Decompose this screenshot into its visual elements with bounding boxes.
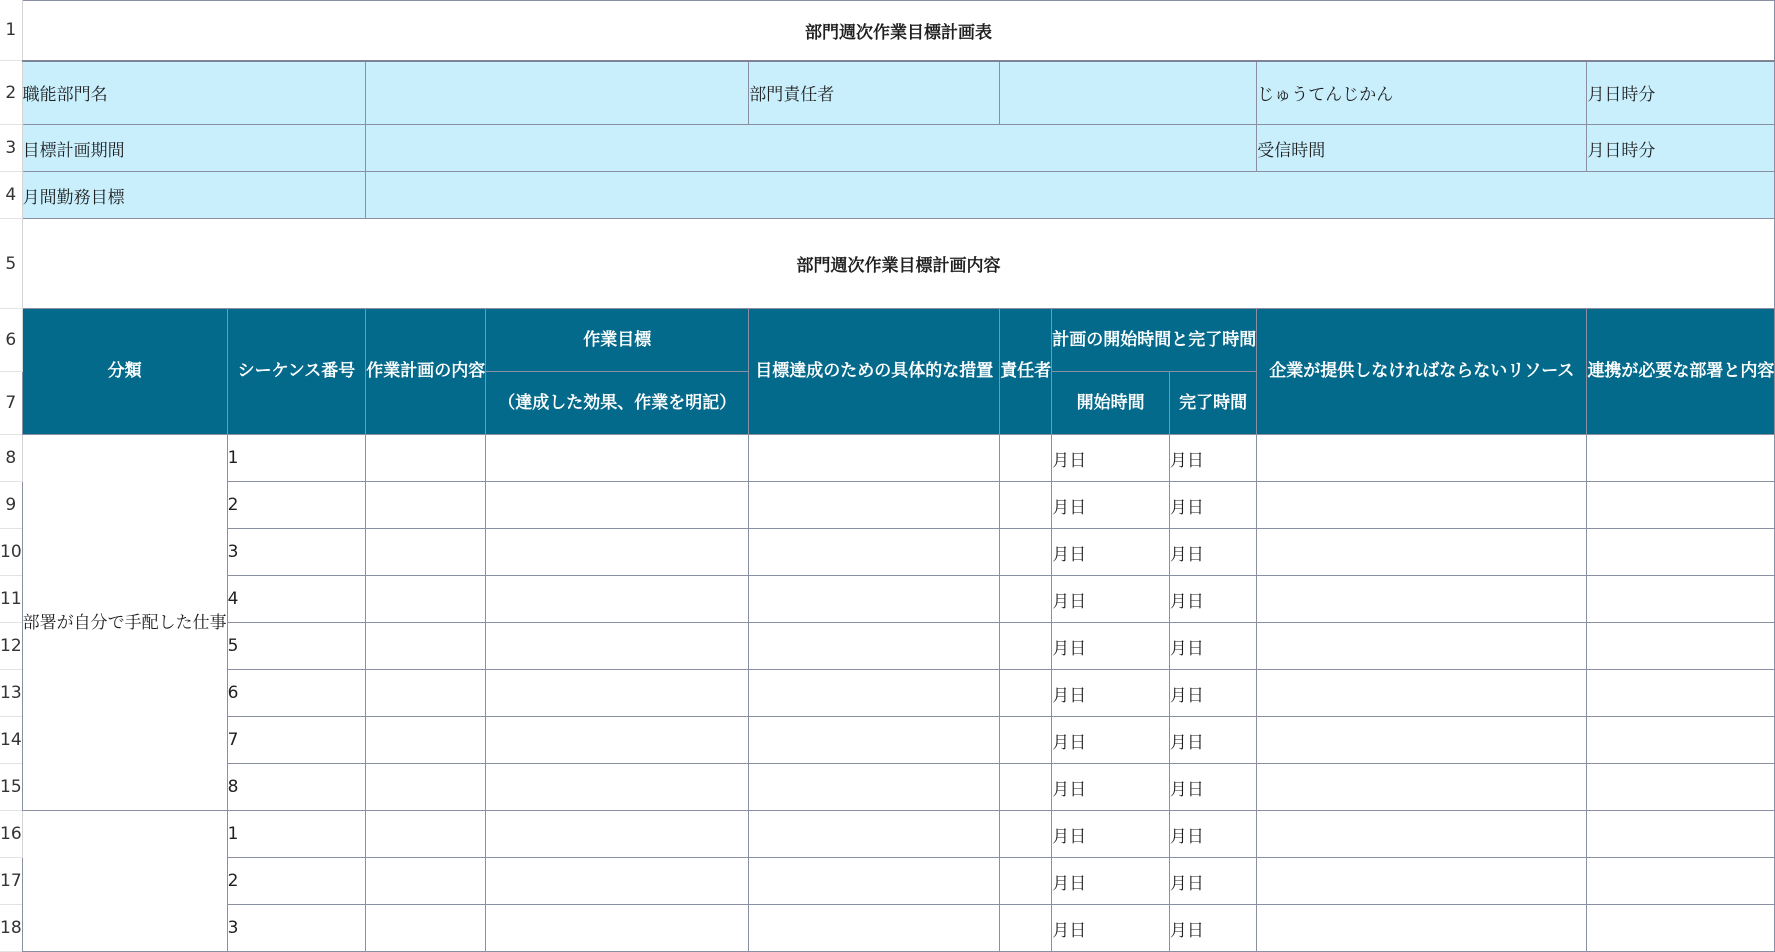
owner-cell[interactable] xyxy=(1000,764,1052,811)
row-number[interactable]: 9 xyxy=(0,482,22,529)
work-goal-cell[interactable] xyxy=(486,905,749,952)
owner-cell[interactable] xyxy=(1000,811,1052,858)
header-coordination[interactable]: 連携が必要な部署と内容 xyxy=(1587,309,1775,435)
owner-cell[interactable] xyxy=(1000,576,1052,623)
sequence-cell[interactable]: 3 xyxy=(227,905,366,952)
end-time-cell[interactable]: 月日 xyxy=(1169,576,1256,623)
header-schedule[interactable]: 計画の開始時間と完了時間 xyxy=(1052,309,1257,372)
row-number[interactable]: 15 xyxy=(0,764,22,811)
plan-content-cell[interactable] xyxy=(366,529,486,576)
header-end-time[interactable]: 完了時間 xyxy=(1169,372,1256,435)
plan-content-cell[interactable] xyxy=(366,905,486,952)
resources-cell[interactable] xyxy=(1257,811,1587,858)
end-time-cell[interactable]: 月日 xyxy=(1169,529,1256,576)
work-goal-cell[interactable] xyxy=(486,482,749,529)
start-time-cell[interactable]: 月日 xyxy=(1052,905,1170,952)
row-number[interactable]: 13 xyxy=(0,670,22,717)
coordination-cell[interactable] xyxy=(1587,858,1775,905)
sequence-cell[interactable]: 5 xyxy=(227,623,366,670)
category-cell[interactable] xyxy=(22,811,227,952)
owner-cell[interactable] xyxy=(1000,529,1052,576)
period-label[interactable]: 目標計画期間 xyxy=(22,125,366,172)
row-number[interactable]: 17 xyxy=(0,858,22,905)
sequence-cell[interactable]: 6 xyxy=(227,670,366,717)
resources-cell[interactable] xyxy=(1257,623,1587,670)
row-number[interactable]: 7 xyxy=(0,372,22,435)
end-time-cell[interactable]: 月日 xyxy=(1169,905,1256,952)
work-goal-cell[interactable] xyxy=(486,670,749,717)
sequence-cell[interactable]: 8 xyxy=(227,764,366,811)
row-number[interactable]: 10 xyxy=(0,529,22,576)
end-time-cell[interactable]: 月日 xyxy=(1169,435,1256,482)
start-time-cell[interactable]: 月日 xyxy=(1052,858,1170,905)
section-title[interactable]: 部門週次作業目標計画内容 xyxy=(22,219,1775,309)
end-time-cell[interactable]: 月日 xyxy=(1169,670,1256,717)
resources-cell[interactable] xyxy=(1257,482,1587,529)
sequence-cell[interactable]: 2 xyxy=(227,858,366,905)
owner-cell[interactable] xyxy=(1000,435,1052,482)
resources-cell[interactable] xyxy=(1257,717,1587,764)
resources-cell[interactable] xyxy=(1257,529,1587,576)
row-number[interactable]: 12 xyxy=(0,623,22,670)
end-time-cell[interactable]: 月日 xyxy=(1169,858,1256,905)
end-time-cell[interactable]: 月日 xyxy=(1169,717,1256,764)
resources-cell[interactable] xyxy=(1257,670,1587,717)
header-start-time[interactable]: 開始時間 xyxy=(1052,372,1170,435)
work-goal-cell[interactable] xyxy=(486,576,749,623)
end-time-cell[interactable]: 月日 xyxy=(1169,482,1256,529)
end-time-cell[interactable]: 月日 xyxy=(1169,764,1256,811)
coordination-cell[interactable] xyxy=(1587,717,1775,764)
category-cell[interactable]: 部署が自分で手配した仕事 xyxy=(22,435,227,811)
start-time-cell[interactable]: 月日 xyxy=(1052,764,1170,811)
row-number[interactable]: 2 xyxy=(0,61,22,125)
row-number[interactable]: 14 xyxy=(0,717,22,764)
measures-cell[interactable] xyxy=(749,670,1000,717)
coordination-cell[interactable] xyxy=(1587,623,1775,670)
coordination-cell[interactable] xyxy=(1587,905,1775,952)
coordination-cell[interactable] xyxy=(1587,670,1775,717)
fill-time-label[interactable]: じゅうてんじかん xyxy=(1257,61,1587,125)
sheet-title[interactable]: 部門週次作業目標計画表 xyxy=(22,1,1775,61)
work-goal-cell[interactable] xyxy=(486,529,749,576)
header-measures[interactable]: 目標達成のための具体的な措置 xyxy=(749,309,1000,435)
header-work-goal[interactable]: 作業目標 xyxy=(486,309,749,372)
sequence-cell[interactable]: 2 xyxy=(227,482,366,529)
coordination-cell[interactable] xyxy=(1587,764,1775,811)
header-sequence[interactable]: シーケンス番号 xyxy=(227,309,366,435)
measures-cell[interactable] xyxy=(749,529,1000,576)
plan-content-cell[interactable] xyxy=(366,482,486,529)
measures-cell[interactable] xyxy=(749,435,1000,482)
sequence-cell[interactable]: 3 xyxy=(227,529,366,576)
resources-cell[interactable] xyxy=(1257,764,1587,811)
header-work-goal-note[interactable]: （達成した効果、作業を明記） xyxy=(486,372,749,435)
row-number[interactable]: 4 xyxy=(0,172,22,219)
start-time-cell[interactable]: 月日 xyxy=(1052,717,1170,764)
plan-content-cell[interactable] xyxy=(366,717,486,764)
header-resources[interactable]: 企業が提供しなければならないリソース xyxy=(1257,309,1587,435)
row-number[interactable]: 18 xyxy=(0,905,22,952)
fill-time-value[interactable]: 月日時分 xyxy=(1587,61,1775,125)
measures-cell[interactable] xyxy=(749,623,1000,670)
owner-cell[interactable] xyxy=(1000,717,1052,764)
plan-content-cell[interactable] xyxy=(366,811,486,858)
owner-cell[interactable] xyxy=(1000,482,1052,529)
header-owner[interactable]: 責任者 xyxy=(1000,309,1052,435)
work-goal-cell[interactable] xyxy=(486,858,749,905)
owner-cell[interactable] xyxy=(1000,858,1052,905)
start-time-cell[interactable]: 月日 xyxy=(1052,435,1170,482)
end-time-cell[interactable]: 月日 xyxy=(1169,811,1256,858)
work-goal-cell[interactable] xyxy=(486,811,749,858)
row-number[interactable]: 16 xyxy=(0,811,22,858)
row-number[interactable]: 1 xyxy=(0,1,22,61)
plan-content-cell[interactable] xyxy=(366,576,486,623)
sequence-cell[interactable]: 7 xyxy=(227,717,366,764)
sequence-cell[interactable]: 1 xyxy=(227,435,366,482)
measures-cell[interactable] xyxy=(749,858,1000,905)
row-number[interactable]: 5 xyxy=(0,219,22,309)
owner-cell[interactable] xyxy=(1000,670,1052,717)
department-input-cell[interactable] xyxy=(366,61,749,125)
start-time-cell[interactable]: 月日 xyxy=(1052,670,1170,717)
resources-cell[interactable] xyxy=(1257,905,1587,952)
start-time-cell[interactable]: 月日 xyxy=(1052,482,1170,529)
manager-label[interactable]: 部門責任者 xyxy=(749,61,1000,125)
start-time-cell[interactable]: 月日 xyxy=(1052,576,1170,623)
plan-content-cell[interactable] xyxy=(366,858,486,905)
manager-input-cell[interactable] xyxy=(1000,61,1257,125)
sequence-cell[interactable]: 1 xyxy=(227,811,366,858)
owner-cell[interactable] xyxy=(1000,623,1052,670)
end-time-cell[interactable]: 月日 xyxy=(1169,623,1256,670)
work-goal-cell[interactable] xyxy=(486,435,749,482)
row-number[interactable]: 6 xyxy=(0,309,22,372)
row-number[interactable]: 11 xyxy=(0,576,22,623)
work-goal-cell[interactable] xyxy=(486,717,749,764)
measures-cell[interactable] xyxy=(749,482,1000,529)
header-plan-content[interactable]: 作業計画の内容 xyxy=(366,309,486,435)
row-number[interactable]: 8 xyxy=(0,435,22,482)
start-time-cell[interactable]: 月日 xyxy=(1052,623,1170,670)
coordination-cell[interactable] xyxy=(1587,435,1775,482)
received-value[interactable]: 月日時分 xyxy=(1587,125,1775,172)
header-category[interactable]: 分類 xyxy=(22,309,227,435)
received-label[interactable]: 受信時間 xyxy=(1257,125,1587,172)
start-time-cell[interactable]: 月日 xyxy=(1052,529,1170,576)
coordination-cell[interactable] xyxy=(1587,811,1775,858)
monthly-goal-input-cell[interactable] xyxy=(366,172,1775,219)
resources-cell[interactable] xyxy=(1257,858,1587,905)
measures-cell[interactable] xyxy=(749,717,1000,764)
coordination-cell[interactable] xyxy=(1587,482,1775,529)
start-time-cell[interactable]: 月日 xyxy=(1052,811,1170,858)
plan-content-cell[interactable] xyxy=(366,435,486,482)
resources-cell[interactable] xyxy=(1257,576,1587,623)
plan-content-cell[interactable] xyxy=(366,764,486,811)
monthly-goal-label[interactable]: 月間勤務目標 xyxy=(22,172,366,219)
coordination-cell[interactable] xyxy=(1587,576,1775,623)
measures-cell[interactable] xyxy=(749,764,1000,811)
coordination-cell[interactable] xyxy=(1587,529,1775,576)
owner-cell[interactable] xyxy=(1000,905,1052,952)
sequence-cell[interactable]: 4 xyxy=(227,576,366,623)
measures-cell[interactable] xyxy=(749,811,1000,858)
resources-cell[interactable] xyxy=(1257,435,1587,482)
department-label[interactable]: 職能部門名 xyxy=(22,61,366,125)
plan-content-cell[interactable] xyxy=(366,670,486,717)
plan-content-cell[interactable] xyxy=(366,623,486,670)
period-input-cell[interactable] xyxy=(366,125,1257,172)
work-goal-cell[interactable] xyxy=(486,764,749,811)
measures-cell[interactable] xyxy=(749,576,1000,623)
work-goal-cell[interactable] xyxy=(486,623,749,670)
measures-cell[interactable] xyxy=(749,905,1000,952)
row-number[interactable]: 3 xyxy=(0,125,22,172)
